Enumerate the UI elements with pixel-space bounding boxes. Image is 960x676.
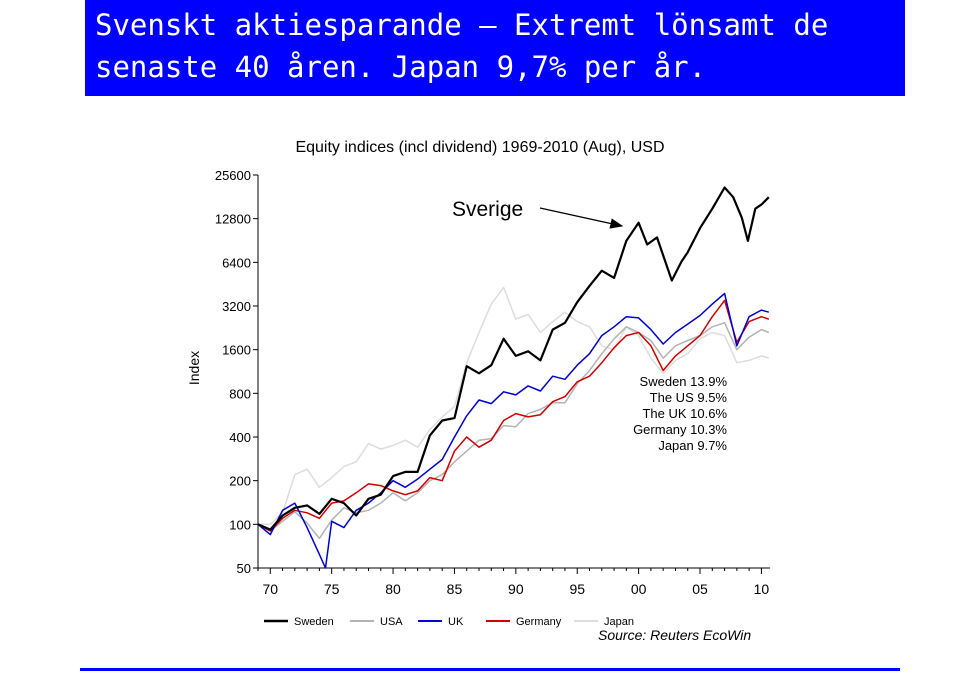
slide-title-line2: senaste 40 åren. Japan 9,7% per år. <box>95 50 707 84</box>
y-tick-label: 200 <box>229 473 251 489</box>
y-tick-label: 12800 <box>214 211 251 227</box>
x-tick-label: 80 <box>385 581 401 597</box>
stats-box <box>633 374 727 453</box>
y-tick-label: 400 <box>229 430 251 445</box>
legend <box>264 616 634 628</box>
y-tick-label: 800 <box>229 386 251 402</box>
legend-label-sweden: Sweden <box>294 616 334 628</box>
legend-label-uk: UK <box>448 616 464 628</box>
x-tick-label: 85 <box>446 581 463 597</box>
x-tick-label: 75 <box>323 581 340 597</box>
y-tick-label: 3200 <box>222 299 251 314</box>
y-tick-label: 1600 <box>222 342 251 358</box>
y-tick-label: 100 <box>229 517 251 533</box>
y-tick-label: 50 <box>236 561 251 576</box>
stats-line: The US 9.5% <box>649 390 727 405</box>
x-tick-label: 00 <box>630 581 647 597</box>
series-line-sweden <box>258 188 769 530</box>
bottom-rule <box>80 668 900 671</box>
y-ticks <box>215 168 258 576</box>
y-tick-label: 25600 <box>214 168 251 183</box>
sverige-arrow <box>540 208 622 226</box>
sverige-annotation: Sverige <box>452 198 524 221</box>
x-tick-label: 70 <box>262 581 279 597</box>
stats-line: Japan 9.7% <box>658 438 727 453</box>
chart-title: Equity indices (incl dividend) 1969-2010 (Aug), USD <box>295 139 665 156</box>
source-note: Source: Reuters EcoWin <box>598 627 752 643</box>
legend-label-germany: Germany <box>516 616 562 628</box>
x-tick-label: 10 <box>753 581 770 597</box>
axes <box>258 175 770 568</box>
legend-label-japan: Japan <box>604 616 634 628</box>
x-ticks <box>258 568 769 597</box>
x-tick-label: 90 <box>508 581 524 597</box>
stats-line: The UK 10.6% <box>642 406 727 421</box>
slide-title-line1: Svenskt aktiesparande – Extremt lönsamt de <box>95 8 829 42</box>
stats-line: Sweden 13.9% <box>639 374 727 389</box>
stats-line: Germany 10.3% <box>633 422 727 437</box>
x-tick-label: 95 <box>569 581 586 597</box>
legend-label-usa: USA <box>380 616 403 628</box>
x-tick-label: 05 <box>692 581 708 597</box>
y-tick-label: 6400 <box>222 255 251 271</box>
y-axis-label: Index <box>186 350 202 386</box>
